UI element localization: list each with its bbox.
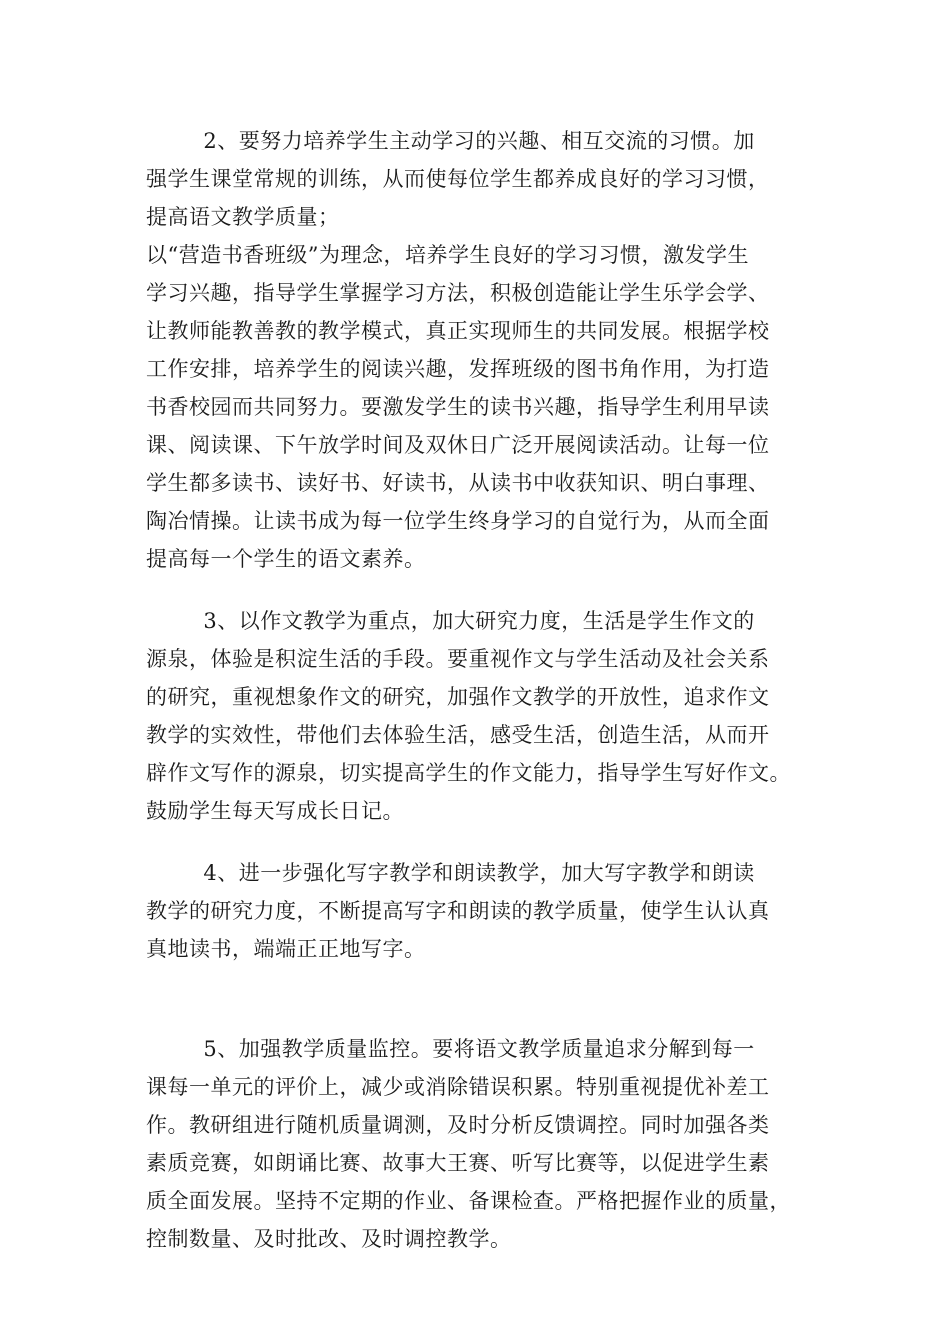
paragraph-2 — [146, 122, 806, 236]
text-line: 书香校园而共同努力。要激发学生的读书兴趣，指导学生利用早读 — [146, 395, 770, 419]
text-line: 课每一单元的评价上，减少或消除错误积累。特别重视提优补差工 — [146, 1075, 770, 1099]
text-line: 让教师能教善教的教学模式，真正实现师生的共同发展。根据学校 — [146, 319, 770, 343]
text-line: 的研究，重视想象作文的研究，加强作文教学的开放性，追求作文 — [146, 685, 770, 709]
paragraph-5 — [146, 1030, 806, 1258]
text-line: 4、进一步强化写字教学和朗读教学，加大写字教学和朗读 — [146, 861, 755, 885]
text-line: 源泉，体验是积淀生活的手段。要重视作文与学生活动及社会关系 — [146, 647, 770, 671]
text-line: 提高每一个学生的语文素养。 — [146, 547, 426, 571]
text-line: 以“营造书香班级”为理念，培养学生良好的学习习惯，激发学生 — [146, 243, 749, 267]
text-line: 2、要努力培养学生主动学习的兴趣、相互交流的习惯。加 — [146, 129, 755, 153]
text-line: 学生都多读书、读好书、好读书，从读书中收获知识、明白事理、 — [146, 471, 770, 495]
text-line: 工作安排，培养学生的阅读兴趣，发挥班级的图书角作用，为打造 — [146, 357, 770, 381]
text-line: 辟作文写作的源泉，切实提高学生的作文能力，指导学生写好作文。 — [146, 761, 791, 785]
text-line: 教学的实效性，带他们去体验生活，感受生活，创造生活，从而开 — [146, 723, 770, 747]
paragraph-4 — [146, 854, 806, 968]
paragraph-3 — [146, 602, 806, 830]
text-line: 素质竞赛，如朗诵比赛、故事大王赛、听写比赛等，以促进学生素 — [146, 1151, 770, 1175]
text-line: 教学的研究力度，不断提高写字和朗读的教学质量，使学生认认真 — [146, 899, 770, 923]
paragraph-2-continued — [146, 236, 806, 578]
text-line: 真地读书，端端正正地写字。 — [146, 937, 426, 961]
text-line: 控制数量、及时批改、及时调控教学。 — [146, 1227, 512, 1251]
text-line: 强学生课堂常规的训练，从而使每位学生都养成良好的学习习惯， — [146, 167, 770, 191]
text-line: 5、加强教学质量监控。要将语文教学质量追求分解到每一 — [146, 1037, 755, 1061]
text-line: 学习兴趣，指导学生掌握学习方法，积极创造能让学生乐学会学、 — [146, 281, 770, 305]
text-line: 鼓励学生每天写成长日记。 — [146, 799, 404, 823]
text-line: 提高语文教学质量； — [146, 205, 340, 229]
text-line: 质全面发展。坚持不定期的作业、备课检查。严格把握作业的质量， — [146, 1189, 791, 1213]
text-line: 作。教研组进行随机质量调测，及时分析反馈调控。同时加强各类 — [146, 1113, 770, 1137]
text-line: 3、以作文教学为重点，加大研究力度，生活是学生作文的 — [146, 609, 755, 633]
text-line: 课、阅读课、下午放学时间及双休日广泛开展阅读活动。让每一位 — [146, 433, 770, 457]
text-line: 陶冶情操。让读书成为每一位学生终身学习的自觉行为，从而全面 — [146, 509, 770, 533]
